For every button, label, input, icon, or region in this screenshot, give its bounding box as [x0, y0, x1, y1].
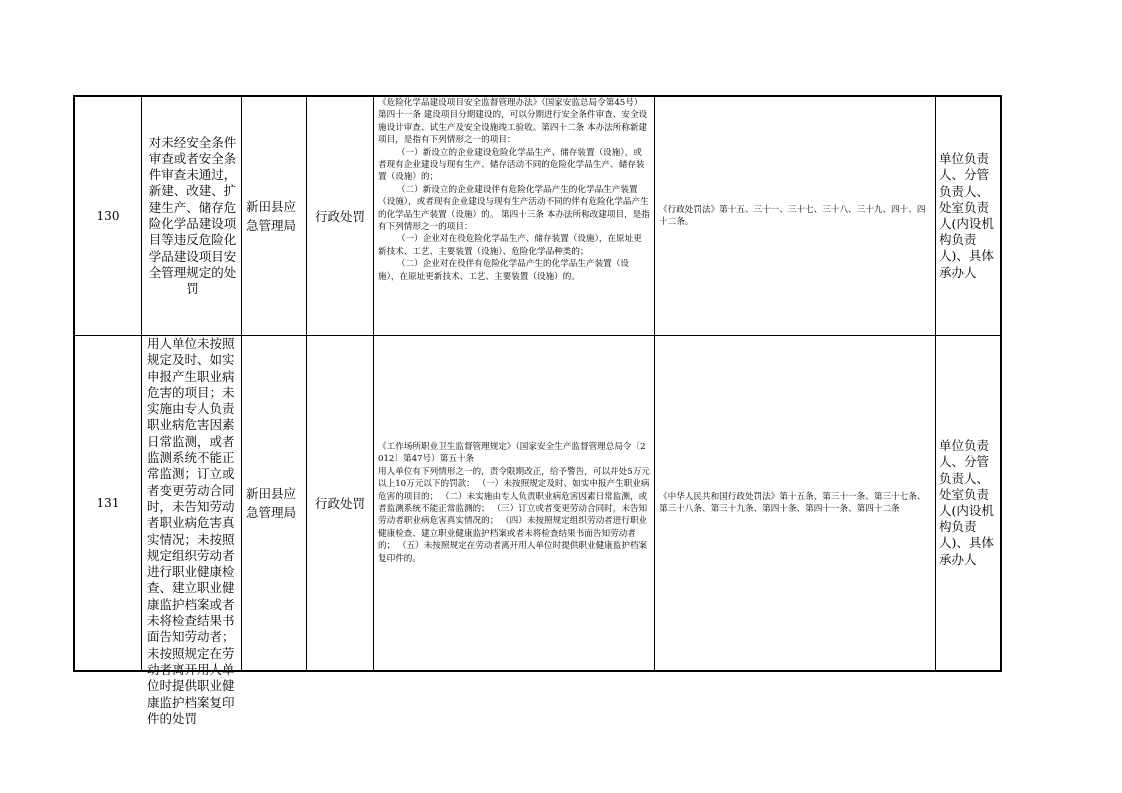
legal-basis-cell	[374, 336, 655, 672]
department: 新田县应急管理局	[246, 486, 297, 520]
penalty-item: 用人单位未按照规定及时、如实申报产生职业病危害的项目；未实施由专人负责职业病危害因素日常监测，或者监测系统不能正常监测；订立或者变更劳动合同时，未告知劳动者职业病危害真实情况；未按照规定组织劳动者进行职业健康检查、建立职业健康监护档案或者未将检查结果书面告知劳动者；未按照规定在劳动者离开用人单位时提供职业健康监护档案复印件的处罚	[147, 336, 235, 726]
penalty-item-cell	[142, 96, 242, 336]
legal-basis-paragraph: （一）企业对在役危险化学品生产、储存装置（设施），在原址更新技术、工艺、主要装置（设施）、危险化学品种类的；	[378, 234, 642, 257]
legal-basis	[374, 441, 654, 565]
power-type-cell	[307, 96, 374, 336]
department: 新田县应急管理局	[246, 199, 297, 233]
legal-basis-paragraph: （二）企业对在役伴有危险化学品产生的化学品生产装置（设施），在原址更新技术、工艺、主要装置（设施）的。	[378, 259, 629, 282]
row-number	[74, 336, 142, 672]
table-row	[74, 96, 1001, 336]
row-number-text: 130	[96, 209, 120, 223]
legal-basis-paragraph: 《危险化学品建设项目安全监督管理办法》（国家安监总局令第45号）第四十一条 建设项目分期建设的，可以分期进行安全条件审查、安全设施设计审查、试生产及安全设施竣工验收。第四十二条 本办法所称新建项目，是指有下列情形之一的项目：	[378, 98, 648, 146]
procedure-law: 《中华人民共和国行政处罚法》第十五条、第三十一条、第三十七条、第三十八条、第三十九条、第四十条、第四十一条、第四十二条	[659, 491, 926, 514]
legal-basis-paragraph: （二）新设立的企业建设伴有危险化学品产生的化学品生产装置（设施），或者现有企业建设与现有生产活动不同的伴有危险化学品产生的化学品生产装置（设施）的。 第四十三条 本办法所称改建项目，是指有下列情形之一的项目：	[378, 184, 650, 233]
enforcement-table	[73, 95, 1002, 726]
penalty-item-cell	[142, 336, 242, 726]
legal-basis-paragraph: 《工作场所职业卫生监督管理规定》（国家安全生产监督管理总局令〔2012〕第47号）第五十条	[378, 441, 646, 465]
power-type-cell	[307, 336, 374, 672]
legal-basis-paragraph: 用人单位有下列情形之一的，责令限期改正，给予警告，可以并处5万元以上10万元以下的罚款： （一）未按照规定及时、如实申报产生职业病危害的项目的； （二）未实施由专人负责职业病危害因素日常监测，或者监测系统不能正常监测的； （三）订立或者变更劳动合同时，未告知劳动者职业病危害真实情况的； （四）未按照规定组织劳动者进行职业健康检查、建立职业健康监护档案或者未将检查结果书面告知劳动者的； （五）未按照规定在劳动者离开用人单位时提供职业健康监护档案复印件的。	[378, 466, 650, 564]
responsible-cell	[936, 96, 1002, 336]
penalty-item: 对未经安全条件审查或者安全条件审查未通过，新建、改建、扩建生产、储存危险化学品建设项目等违反危险化学品建设项目安全管理规定的处罚	[148, 134, 237, 297]
procedure-law: 《行政处罚法》第十五、三十一、三十七、三十八、三十九、四十、四十二条。	[659, 204, 926, 227]
row-number-text: 131	[96, 496, 120, 510]
legal-basis-paragraph: （一）新设立的企业建设危险化学品生产、储存装置（设施），或者现有企业建设与现有生产、储存活动不同的危险化学品生产、储存装置（设施）的；	[378, 147, 645, 183]
power-type: 行政处罚	[314, 496, 365, 511]
legal-basis	[374, 97, 654, 283]
department-cell	[242, 96, 307, 336]
department-cell	[242, 336, 307, 672]
responsible-persons: 单位负责人、分管负责人、处室负责人(内设机构负责人)、具体承办人	[939, 438, 994, 567]
power-type: 行政处罚	[314, 209, 365, 224]
procedure-law-cell	[655, 96, 936, 336]
responsible-cell	[936, 336, 1002, 672]
procedure-law-cell	[655, 336, 936, 672]
legal-basis-cell	[374, 96, 655, 336]
row-number	[74, 96, 142, 336]
table-row	[74, 336, 1001, 672]
responsible-persons: 单位负责人、分管负责人、处室负责人(内设机构负责人)、具体承办人	[939, 151, 994, 280]
